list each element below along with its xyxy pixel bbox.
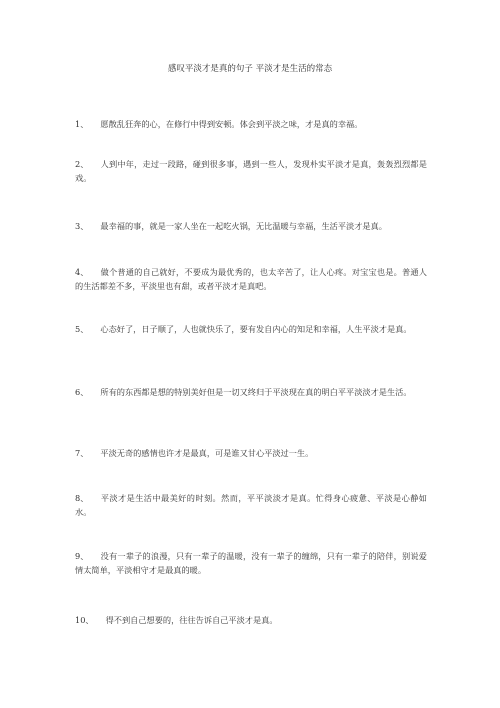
item-number: 8、 — [75, 493, 89, 503]
item-number: 9、 — [75, 551, 89, 561]
list-item — [75, 491, 427, 519]
item-number: 3、 — [75, 221, 89, 231]
item-text: 愿散乱狂奔的心，在修行中得到安顿。体会到平淡之味，才是真的幸福。 — [100, 119, 363, 129]
list-item — [75, 157, 427, 185]
list-item — [75, 549, 427, 577]
item-text: 得不到自己想要的，往往告诉自己平淡才是真。 — [105, 615, 278, 625]
list-item — [75, 322, 427, 336]
item-text: 心态好了，日子顺了，人也就快乐了，要有发自内心的知足和幸福，人生平淡才是真。 — [100, 324, 412, 334]
item-number: 7、 — [75, 448, 89, 458]
item-text: 所有的东西都是想的特别美好但是一切又终归于平淡现在真的明白平平淡淡才是生活。 — [100, 387, 412, 397]
item-text: 平淡无奇的感情也许才是最真，可是谁又甘心平淡过一生。 — [100, 448, 314, 458]
list-item — [75, 446, 427, 460]
item-number: 6、 — [75, 387, 89, 397]
item-text: 平淡才是生活中最美好的时刻。然而，平平淡淡才是真。忙得身心疲惫、平淡是心静如水。 — [75, 493, 427, 517]
item-number: 10、 — [75, 615, 94, 625]
item-number: 4、 — [75, 267, 89, 277]
item-text: 做个普通的自己就好，不要成为最优秀的，也太辛苦了，让人心疼。对宝宝也是。普通人的生活都差不多，平淡里也有甜，或者平淡才是真吧。 — [75, 267, 427, 291]
item-text: 最幸福的事，就是一家人坐在一起吃火锅，无比温暖与幸福，生活平淡才是真。 — [100, 221, 387, 231]
item-number: 2、 — [75, 159, 89, 169]
list-item — [75, 613, 427, 627]
item-number: 5、 — [75, 324, 89, 334]
document-title: 感叹平淡才是真的句子 平淡才是生活的常态 — [167, 64, 333, 74]
item-text: 没有一辈子的浪漫，只有一辈子的温暖，没有一辈子的缠绵，只有一辈子的陪伴，别说爱情太简单，平淡相守才是最真的暖。 — [75, 551, 427, 575]
item-number: 1、 — [75, 119, 89, 129]
list-item — [75, 265, 427, 293]
item-text: 人到中年，走过一段路，碰到很多事，遇到一些人，发现朴实平淡才是真，轰轰烈烈都是戏。 — [75, 159, 427, 183]
list-item — [75, 385, 427, 399]
list-item — [75, 117, 427, 131]
list-item — [75, 219, 427, 233]
